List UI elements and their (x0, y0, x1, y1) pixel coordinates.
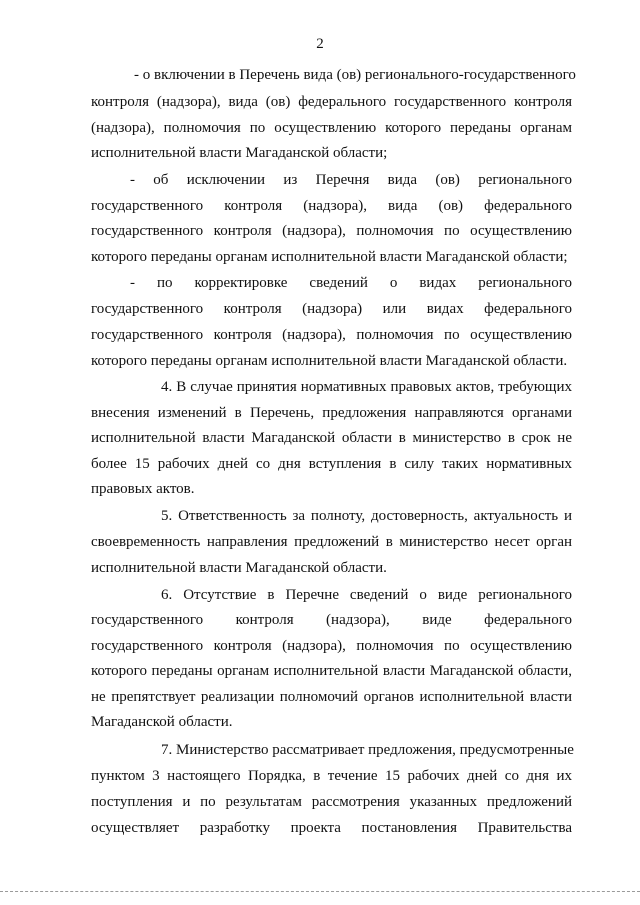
text-line: которого переданы органам исполнительной власти Магаданской области. (91, 353, 568, 369)
text-line: исполнительной власти Магаданской области в министерство в срок не (91, 430, 572, 446)
text-line: осуществляет разработку проекта постановления Правительства (91, 820, 572, 836)
text-line: государственного контроля (надзора), полномочия по осуществлению (91, 638, 572, 654)
text-line: - по корректировке сведений о видах регионального (130, 275, 572, 291)
text-line: Магаданской области. (91, 714, 233, 730)
text-line: пунктом 3 настоящего Порядка, в течение 15 рабочих дней со дня их (91, 768, 572, 784)
text-line: государственного контроля (надзора), полномочия по осуществлению (91, 327, 572, 343)
scan-edge-line (0, 891, 640, 892)
text-line: 7. Министерство рассматривает предложения, предусмотренные (161, 742, 574, 758)
text-line: 5. Ответственность за полноту, достоверность, актуальность и (161, 508, 572, 524)
text-line: более 15 рабочих дней со дня вступления в силу таких нормативных (91, 456, 572, 472)
text-line: контроля (надзора), вида (ов) федерального государственного контроля (91, 94, 572, 110)
text-line: правовых актов. (91, 481, 195, 497)
text-line: - об исключении из Перечня вида (ов) регионального (130, 172, 572, 188)
text-line: своевременность направления предложений в министерство несет орган (91, 534, 572, 550)
text-line: государственного контроля (надзора), полномочия по осуществлению (91, 223, 572, 239)
page-number: 2 (316, 36, 324, 52)
text-line: внесения изменений в Перечень, предложения направляются органами (91, 405, 572, 421)
text-line: исполнительной власти Магаданской области. (91, 560, 387, 576)
text-line: исполнительной власти Магаданской области; (91, 145, 388, 161)
text-line: государственного контроля (надзора), виде федерального (91, 612, 572, 628)
text-line: не препятствует реализации полномочий органов исполнительной власти (91, 689, 572, 705)
text-line: - о включении в Перечень вида (ов) регионального-государственного (134, 67, 576, 83)
text-line: 4. В случае принятия нормативных правовых актов, требующих (161, 379, 572, 395)
text-line: которого переданы органам исполнительной власти Магаданской области, (91, 663, 572, 679)
text-line: 6. Отсутствие в Перечне сведений о виде регионального (161, 587, 572, 603)
text-line: государственного контроля (надзора), вида (ов) федерального (91, 198, 572, 214)
text-line: (надзора), полномочия по осуществлению которого переданы органам (91, 120, 572, 136)
text-line: которого переданы органам исполнительной власти Магаданской области; (91, 249, 568, 265)
text-line: государственного контроля (надзора) или видах федерального (91, 301, 572, 317)
text-line: поступления и по результатам рассмотрения указанных предложений (91, 794, 572, 810)
